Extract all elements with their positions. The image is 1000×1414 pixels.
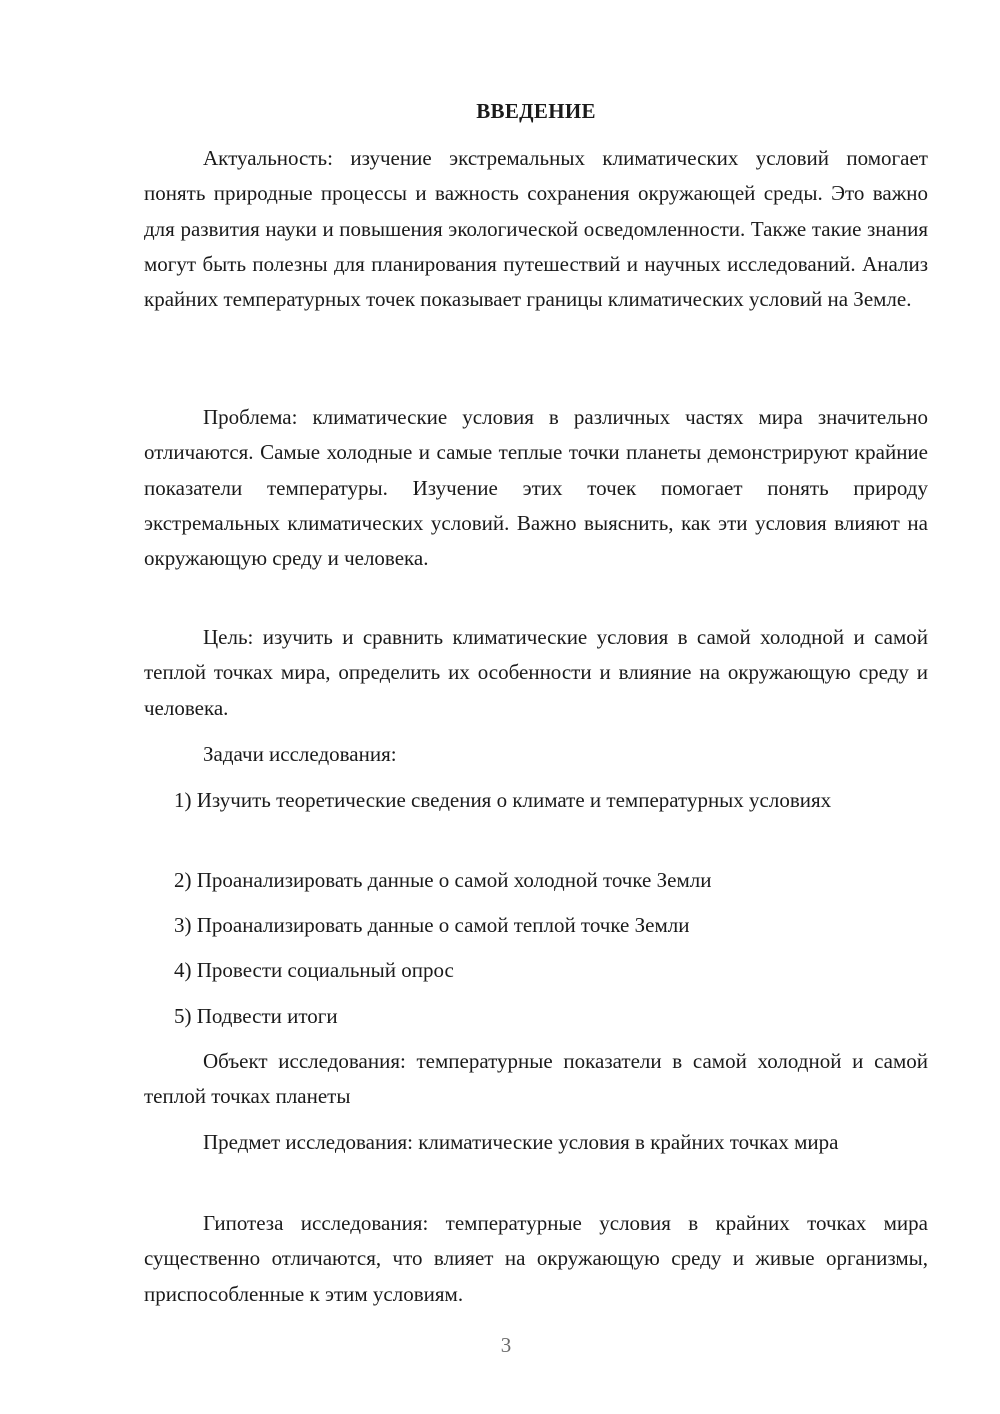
tasks-heading: Задачи исследования:	[203, 742, 397, 766]
paragraph-problem: Проблема: климатические условия в различных частях мира значительно отличаются. Самые холодные и самые теплые точки планеты демонстрируют крайние показатели температуры. Изучение этих точек помогает понять природу экстремальных климатических условий. Важно выяснить, как эти условия влияют на окружающую среду и человека.	[144, 405, 928, 571]
task-item-3: 3) Проанализировать данные о самой теплой точке Земли	[174, 913, 690, 937]
paragraph-object: Объект исследования: температурные показатели в самой холодной и самой теплой точках планеты	[144, 1049, 928, 1109]
paragraph-hypothesis: Гипотеза исследования: температурные условия в крайних точках мира существенно отличаются, что влияет на окружающую среду и живые организмы, приспособленные к этим условиям.	[144, 1211, 928, 1306]
page-title: ВВЕДЕНИЕ	[476, 99, 596, 123]
task-item-2: 2) Проанализировать данные о самой холодной точке Земли	[174, 868, 712, 892]
task-item-5: 5) Подвести итоги	[174, 1004, 338, 1028]
paragraph-goal: Цель: изучить и сравнить климатические условия в самой холодной и самой теплой точках мира, определить их особенности и влияние на окружающую среду и человека.	[144, 625, 928, 720]
paragraph-relevance: Актуальность: изучение экстремальных климатических условий помогает понять природные процессы и важность сохранения окружающей среды. Это важно для развития науки и повышения экологической осведомленности. Также такие знания могут быть полезны для планирования путешествий и научных исследований. Анализ крайних температурных точек показывает границы климатических условий на Земле.	[144, 146, 928, 312]
task-item-1: 1) Изучить теоретические сведения о климате и температурных условиях	[174, 788, 832, 812]
page-number: 3	[500, 1333, 512, 1357]
task-item-4: 4) Провести социальный опрос	[174, 958, 454, 982]
paragraph-subject: Предмет исследования: климатические условия в крайних точках мира	[203, 1130, 839, 1154]
